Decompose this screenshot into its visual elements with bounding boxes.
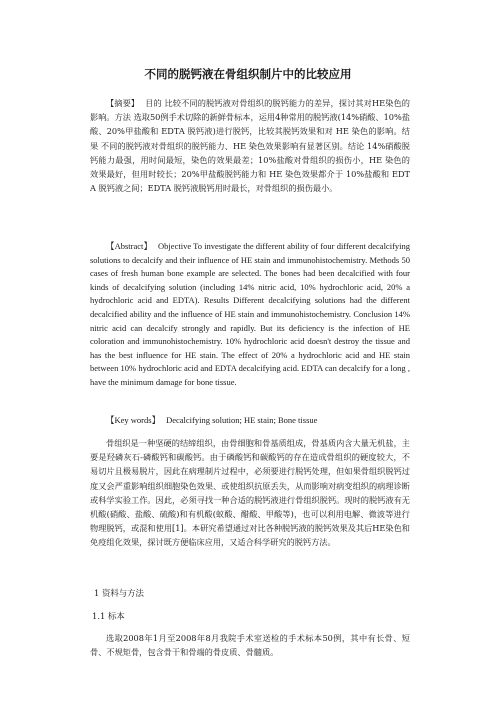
english-abstract <box>90 240 410 390</box>
intro-paragraph: 骨组织是一种坚硬的结缔组织，由骨细胞和骨基质组成，骨基质内含大量无机盐，主要是羟磷灰石-磷酸钙和碳酸钙。由于磷酸钙和碳酸钙的存在造成骨组织的硬度较大，不易切片且极易脱片，因此在病理制片过程中，必须要进行脱钙处理，但如果骨组织脱钙过度又会严重影响组织细胞染色效果、或使组织抗原丢失，从而影响对病变组织的病理诊断或科学实验工作。因此，必须寻找一种合适的脱钙液进行骨组织脱钙。现时的脱钙液有无机酸(硝酸、盐酸、硫酸)和有机酸(蚁酸、醋酸、甲酸等)，也可以利用电解、微波等进行物理脱钙，或混和使用[1]。本研究希望通过对比各种脱钙液的脱钙效果及其后HE染色和免疫组化效果，探讨既方便临床应用，又适合科学研究的脱钙方法。 <box>90 438 410 548</box>
abstract-zh-text: 目的 比较不同的脱钙液对骨组织的脱钙能力的差异，探讨其对HE染色的影响。方法 选取50例手术切除的新鲜骨标本，运用4种常用的脱钙液(14%硝酸、10%盐酸、20%甲盐酸和 EDTA 脱钙液)进行脱钙，比较其脱钙效果和对 HE 染色的影响。结果 不同的脱钙液对骨组织的脱钙能力、HE 染色效果影响有显著区别。结论 14%硝酸脱钙能力最强，用时间最短，染色的效果最差；10%盐酸对骨组织的损伤小，HE 染色的效果最好，但用时较长；20%甲盐酸脱钙能力和 HE 染色效果都介于 10%盐酸和 EDTA 脱钙液之间；EDTA 脱钙液脱钙用时最长，对骨组织的损伤最小。 <box>90 98 410 194</box>
keywords-line <box>90 414 410 428</box>
abstract-en-text: Objective To investigate the different ability of four different decalcifying solutions to decalcify and their influence of HE stain and immunohistochemistry. Methods 50 cases of fresh human bone example are selected. The bones had been decalcified with four kinds of decalcifying solution (including 14% nitric acid, 10% hydrochloric acid, 20% a hydrochloric acid and EDTA). Results Different decalcifying solutions had the different decalcified ability and the influence of HE stain and immunohistochemistry. Conclusion 14% nitric acid can decalcify strongly and rapidly. But its deficiency is the infection of HE coloration and immunohistochemistry. 10% hydrochloric acid doesn't destroy the tissue and has the best influence for HE stain. The effect of 20% a hydrochloric acid and HE stain between 10% hydrochloric acid and EDTA decalcifying acid. EDTA can decalcify for a long , have the minimum damage for bone tissue. <box>90 241 411 387</box>
chinese-abstract <box>90 96 410 195</box>
keywords-label: 【Key words】 <box>106 415 161 425</box>
specimen-paragraph: 选取2008年1月至2008年8月我院手术室送检的手术标本50例，其中有长骨、短骨、不规矩骨，包含骨干和骨端的骨皮质、骨髓质。 <box>90 633 410 658</box>
abstract-zh-label: 【摘要】 <box>106 98 140 108</box>
subsection-heading-specimen: 1.1 标本 <box>92 611 125 621</box>
paper-title: 不同的脱钙液在骨组织制片中的比较应用 <box>144 67 352 81</box>
section-heading-materials-methods: 1 资料与方法 <box>94 588 144 598</box>
abstract-en-label: 【Abstract】 <box>106 241 153 251</box>
keywords-text: Decalcifying solution; HE stain; Bone tissue <box>166 415 318 425</box>
